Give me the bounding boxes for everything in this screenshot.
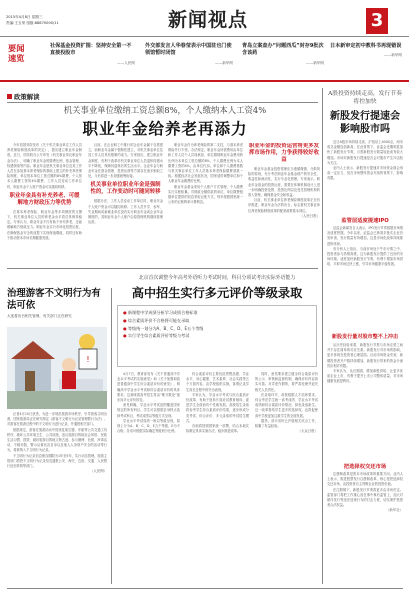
gaokao-kicker: 北京首次调整今年高考外语听力考试时间，科目分项试考出实际外语能力: [138, 275, 296, 281]
stock-subhead-2: 新股发行量对股市整不上冲击: [331, 334, 399, 340]
page-number-box: [366, 8, 388, 34]
tourism-headline: [7, 288, 107, 312]
stock-body-3: 从历史经验来看，新股发行节奏与市场走势之间并不存在简单的对应关系。新股发行对市场的影响，更多体现在投资者心理层面。目前市场资金充裕，新增投资者开户数持续增加，新股发行带来的资金分流效应相对有限。 专家认为，从长期看，增加新股供给，让更多优质企业上市，有利于提升上市公司整体质量，对市场健康发展是利好。: [327, 343, 403, 384]
brief-source: ——新华网: [215, 60, 233, 65]
brief-headline: 青岛立案查办“问题西瓜”封存9批次含该药: [242, 43, 324, 57]
gaokao-bullet-text: 等级统一划分为A、B、C、D、E五个等级: [127, 325, 204, 331]
gaokao-bullet-1: [123, 309, 311, 317]
lead-col-3: 职业年金作为养老保险的第二支柱，与基本养老保险并行不悖。办法规定，职业年金所需费用由单位和工作人员个人共同承担，单位缴纳职业年金费用的比例为本单位工资总额的8%，个人缴费比例为本人缴费工资的4%，由单位代扣。单位和个人缴费基数与机关事业单位工作人员基本养老保险缴费基数一致。根据经济社会发展状况，国家适时调整单位和个人职业年金缴费的比例。 职业年金基金采用个人账户方式管理，个人缴费实行实账积累。对财政全额供款的单位，单位缴费根据单位提供的信息采取记账方式，每年按照国家统一公布的记账利率计算利息。: [168, 143, 243, 205]
gaokao-bullet-text: 实行学生综合素质评价等级与考试: [127, 333, 190, 339]
tourism-subhead: 大连将出台相关管理，有关部门正在研究: [7, 314, 72, 318]
right-column-divider: [322, 88, 323, 584]
brief-item-4[interactable]: [330, 43, 402, 58]
tourism-body: 记者4月10日获悉，为进一步规范旅游市场秩序，引导游客文明出游，国家旅游局正在研究制定《游客不文明行为记录管理暂行办法》，对游客在旅游过程中的不文明行为进行记录，并通报相关部门。 根据规定，游客在旅游活动中因扰乱航空器、车船等公共交通工具秩序，破坏公共环境卫生、公共设施，违反旅游目的地社会风俗、民族生活习惯，损毁、破坏旅游目的地文物古迹，参与赌博、色情、涉毒活动，不顾劝阻、警示从事危及自身以及他人人身财产安全的活动等行为，将被纳入不文明行为记录。 不文明行为记录信息保存期限为1年至5年，实行动态管理。旅游主管部门将把不文明行为记录信息通报公安、海关、边检、交通、人民银行征信机构等部门。 （人民网）: [7, 412, 107, 474]
lead-col-1: 今年初国务院发布《关于机关事业单位工作人员养老保险制度改革的决定》，提出建立职业年金制度。近日，国务院办公厅印发《机关事业单位职业年金办法》，明确了职业年金的缴费比例、基金管理、待遇领取等内容。职业年金是机关事业单位及其工作人员在参加基本养老保险的基础上建立的补充养老保险制度，单位按本单位工资总额的8%缴费，个人按本人缴费工资的4%缴费，工作人员变动工作单位时，职业年金个人账户资金可以随同转移。 职业年金具有补充养老、可缓 解地方财政压力等优势 在基本养老保险、职业年金等多项制度的支撑下，机关事业单位人员的养老金水平将总体保持稳定。专家认为，职业年金不仅有助于补充养老，还能缓解地方财政压力。职业年金实行市场化投资运营，在确保基金安全的前提下实现保值增值，同时还有助于推动资本市场长期健康发展。: [7, 143, 82, 240]
brief-item-1[interactable]: [50, 43, 135, 66]
lead-bottom-rule: [7, 268, 318, 269]
brief-headline: 外交部发言人华春莹表示中国驻也门使领馆暂时闭馆: [145, 43, 232, 57]
gaokao-bullet-text: 综合素质评价不合格将可能在录取: [127, 317, 190, 323]
gaokao-source: （大众日报）: [297, 429, 318, 434]
lead-subhead-1: [7, 193, 82, 207]
brief-item-2[interactable]: [145, 43, 233, 66]
stock-subhead-3: 把选择权交还市场: [343, 464, 387, 470]
red-dot-icon: ●: [123, 310, 127, 315]
lead-subhead-1a: 职业年金具有补充养老、可缓: [9, 192, 80, 199]
page-number: 3: [370, 10, 384, 31]
policy-tag: [7, 92, 62, 101]
policy-rule: [7, 102, 318, 103]
tourism-illustration: [7, 327, 107, 409]
tourist-cartoon-image: [7, 327, 107, 409]
stock-body-2: 证监会新闻发言人表示，IPO发行节奏根据市场情况适度把握。今年以来，证监会已核准多批次企业首发申请，发行数量有所增加，这是市场化改革持续推进的体现。 有分析人士指出，当前市场处于牛市行情之中，投资者参与热情高涨，这为新股发行提供了良好的市场环境。适度加快新股发行节奏，有利于增加市场供给，平抑市场过快上涨，引导市场健康平稳发展。: [327, 226, 403, 267]
lead-source: （人民日报）: [299, 213, 320, 218]
lead-headline: 职业年金给养老再添力: [82, 119, 248, 138]
stock-body-4: 注册制改革是资本市场改革的重要方向。业内人士表示，推进股票发行注册制改革，核心是把选择权交还市场，由投资者自主判断企业的投资价值。 在注册制下，新股发行节奏将更多由市场决定。监管部门将把工作重心放在事中事后监管上，加大对欺诈发行等违法违规行为的打击力度，切实保护投资者合法权益。 （新华社）: [327, 472, 403, 513]
date-line: 2015年4月8日 星期三: [6, 15, 43, 19]
masthead: [0, 0, 409, 38]
lead-col-2: 目前，在企业职工中推行的企业年金属于自愿建立，而职业年金属于强制性建立，对机关事业单位及其工作人员具有强制约束力。专家指出，建立职业年金制度，有利于改革后机关事业单位人员退休待遇水平不降低，保障其退休后的生活水平。企业年金与职业年金在基金管理、投资运营等方面存在诸多相似之处，今后将进一步加强统筹衔接。 机关事业单位职业年金是强制性的，工作变动时可随同转移 根据办法，工作人员变动工作单位时，职业年金个人账户资金可以随同转移。工作人员升学、参军、失业期间或新就业单位没有实行职业年金或企业年金制度的，其职业年金个人账户由原管理机构继续管理运营。: [88, 143, 163, 225]
gaokao-col-2: 综合素质评价主要包括思想品德、学业水平、身心健康、艺术素养、社会实践等五个方面内容，由学校组织实施，客观记录学生成长过程中的突出表现。 专家认为，学业水平考试与综合素质评价改革，有助于扭转片面应试教育倾向，促进学生全面而有个性地发展。高校招生录取将参考学生综合素质评价结果，逐步形成分类考试、综合评价、多元录取的考试招生模式。 各地将按照国家统一部署，结合本地实际制定具体实施办法，稳步推进改革。: [186, 372, 249, 434]
brief-strip: [0, 40, 409, 82]
editor-text: 责编:王玉荣 组版:: [6, 21, 35, 25]
brief-headline: 社保基金投资扩围：坚持安全第一不直接投股市: [50, 43, 132, 57]
section-title: 新闻视点: [167, 9, 248, 31]
red-dot-icon: ●: [123, 325, 127, 331]
lead-subhead-2: 机关事业单位职业年金是强制性的，工作变动时可随同转移: [90, 182, 161, 196]
stock-body-1: 近日A股市场持续走高，沪指站上4000点，两市成交金额连创新高。在此背景下，证监会近期明显加快了新股发行节奏，月度新股发行数量较此前有较大增加。市场对新股发行提速是否会对股市产生冲击较为关注。 业内人士表示，新股发行提速对市场资金面会形成一定压力，但在市场整体资金充裕的背景下，影响有限。: [327, 140, 403, 181]
gaokao-bullet-3: [123, 325, 311, 333]
gaokao-bullet-4: [123, 332, 311, 340]
footer-rule: [7, 588, 403, 589]
brief-label: 要闻速览: [8, 43, 25, 63]
gaokao-bullet-2: [123, 317, 311, 325]
gaokao-col-3: 同时，意见要求建立健全综合素质评价的公示、审核和监督机制，确保评价内容真实可靠。对弄虚作假的，要严肃处理并追究相关人员责任。 在录取环节，高校根据人才培养要求，综合考虑学生统一高考成绩、学业水平考试成绩和综合素质评价情况，择优录取新生。这一改革将给学生更多的选择权，也将促使高中学校更加注重学生的全面发展。 据悉，部分省份已开展相关试点工作，积累了有益经验。 （大众日报）: [255, 372, 318, 434]
lead-col-4: 职业年金的投资运营将更多发挥市场作用，力争获得较好收益 职业年金基金投资管理应当遵循谨慎、分散风险的原则，充分考虑职业年金基金财产的安全性、收益性和流动性，实行专业化管理。专家表示，职业年金基金的投资运营，需要在体制机制设计上进一步明确投资范围、投资比例以及受托管理机构的准入资格，确保基金安全和收益。 目前，机关事业单位养老保险制度改革正在有序推进，职业年金办法的出台，标志着机关事业单位养老保险制度改革的配套政策基本到位。 （人民日报）: [248, 143, 320, 218]
gaokao-col-1: 4月7日，教育部发布《关于普通高中学业水平考试的实施意见》和《关于加强和改进普通高中学生综合素质评价的意见》，明确高中学业水平考试和综合素质评价的具体要求。这意味着高考招生将由“唯分数论”逐步向多元评价转变。 意见明确，学业水平考试范围覆盖国家规定的所有科目，学生可以根据自身特点选择考试科目，考试成绩以等级方式呈现。 学业水平考试成绩一般以等级呈现，原则上分为A、B、C、D、E五个等级，E为不合格。各省可根据实际确定等级划分比例。: [117, 372, 180, 434]
brief-item-3[interactable]: [242, 43, 324, 66]
editor-line: [6, 21, 116, 26]
lead-subhead-1b: 解地方财政压力等优势: [17, 199, 72, 206]
policy-label: 政策解读: [14, 93, 40, 101]
red-dot-icon: ●: [123, 317, 127, 323]
lead-subhead-3: 职业年金的投资运营将更多发挥市场作用，力争获得较好收益: [248, 143, 320, 163]
svg-text:!: !: [86, 355, 90, 364]
red-dot-icon: ●: [123, 333, 127, 339]
gaokao-bullet-text: 新课程中学成绩分析学习成绩合格标准: [127, 310, 198, 315]
tourism-headline-text: 治理游客不文明行为有法可依: [7, 288, 101, 311]
brief-headline: 日本新审定初中教科书再现错误: [330, 43, 402, 49]
lead-kicker: 机关事业单位缴纳工资总额8%，个人缴纳本人工资4%: [63, 105, 267, 115]
masthead-rule: [0, 36, 409, 37]
stock-source: （新华社）: [386, 508, 403, 513]
left-column-divider: [111, 288, 112, 584]
brief-source: ——新华网: [384, 53, 402, 58]
tourism-source: （人民网）: [90, 469, 107, 474]
brief-source: ——新华网: [306, 60, 324, 65]
square-icon: [7, 94, 12, 99]
brief-bottom-rule: [0, 80, 409, 82]
brief-source: ——人民网: [117, 60, 135, 65]
stock-kicker: A股投资持续走高，发行节奏将控加快: [328, 91, 402, 105]
stock-subhead-1: 监管层适度提速IPO: [341, 218, 389, 224]
stock-headline: 新股发行提速会影响股市吗: [330, 111, 400, 135]
phone-text: 88870000/11: [34, 21, 59, 25]
gaokao-summary-box: [117, 305, 317, 367]
gaokao-headline: 高中招生实行多元评价等级录取: [131, 286, 303, 300]
